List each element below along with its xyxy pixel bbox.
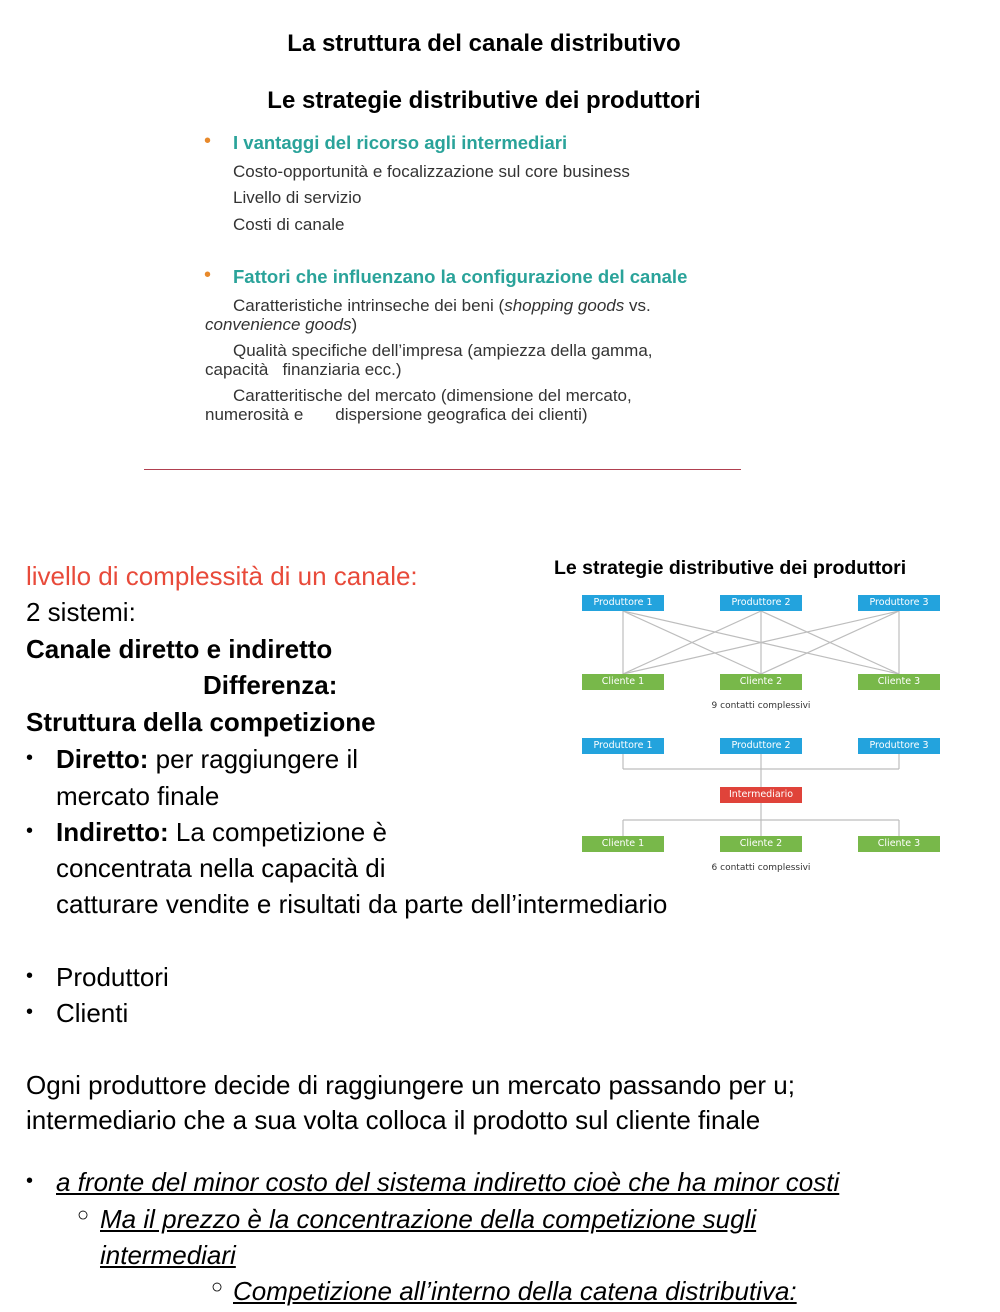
producer-box: Produttore 1	[582, 595, 664, 611]
direct-item-cont: mercato finale	[56, 781, 220, 811]
channels-text: Canale diretto e indiretto	[26, 634, 333, 664]
indirect-item-cont: concentrata nella capacità di	[56, 853, 386, 883]
direct-item: Diretto: per raggiungere il	[56, 744, 359, 774]
paragraph-line: intermediario che a sua volta colloca il prodotto sul cliente finale	[26, 1105, 761, 1135]
section-divider	[144, 469, 741, 470]
competition-structure-text: Struttura della competizione	[26, 707, 376, 737]
indirect-item: Indiretto: La competizione è	[56, 817, 387, 847]
indirect-item-cont: catturare vendite e risultati da parte dell’intermediario	[56, 889, 668, 919]
slide-subtitle: Le strategie distributive dei produttori	[267, 87, 701, 114]
section-heading-advantages: I vantaggi del ricorso agli intermediari	[233, 132, 568, 153]
bullet-icon: •	[26, 820, 34, 842]
client-box: Cliente 1	[582, 836, 664, 852]
difference-text: Differenza:	[203, 670, 338, 700]
factor-item-goods: Caratteristiche intrinseche dei beni (shopping goods vs.	[233, 296, 651, 315]
diagram-title: Le strategie distributive dei produttori	[554, 557, 907, 579]
intermediary-box: Intermediario	[720, 787, 802, 803]
producer-box: Produttore 1	[582, 738, 664, 754]
top-caption: 9 contatti complessivi	[711, 701, 811, 711]
client-box: Cliente 3	[858, 674, 940, 690]
producer-box: Produttore 3	[858, 595, 940, 611]
bullet-icon: •	[26, 1170, 34, 1192]
client-box: Cliente 1	[582, 674, 664, 690]
client-box: Cliente 2	[720, 836, 802, 852]
sub-item-price: Ma il prezzo è la concentrazione della competizione sugli	[100, 1204, 757, 1234]
producer-box: Produttore 2	[720, 738, 802, 754]
bottom-caption: 6 contatti complessivi	[711, 863, 811, 873]
producer-box: Produttore 2	[720, 595, 802, 611]
producer-box: Produttore 3	[858, 738, 940, 754]
client-box: Cliente 2	[720, 674, 802, 690]
list-item: Produttori	[56, 962, 169, 992]
two-systems-text: 2 sistemi:	[26, 597, 136, 627]
distribution-diagram	[548, 553, 948, 878]
paragraph-line: Ogni produttore decide di raggiungere un mercato passando per u;	[26, 1070, 795, 1100]
bullet-icon: •	[204, 130, 212, 152]
circle-bullet-icon: ○	[77, 1204, 90, 1226]
complexity-heading: livello di complessità di un canale:	[26, 561, 418, 591]
bullet-icon: •	[26, 965, 34, 987]
factor-item-company: Qualità specifiche dell’impresa (ampiezza della gamma,	[233, 341, 653, 360]
bullet-icon: •	[26, 1001, 34, 1023]
sub-item-competition: Competizione all’interno della catena distributiva:	[233, 1276, 797, 1306]
sub-item-cost: a fronte del minor costo del sistema indiretto cioè che ha minor costi	[56, 1167, 840, 1197]
sub-item-price-cont: intermediari	[100, 1240, 236, 1270]
list-item: Clienti	[56, 998, 129, 1028]
factor-item-company-cont: capacità finanziaria ecc.)	[205, 360, 402, 379]
bullet-icon: •	[204, 264, 212, 286]
bullet-icon: •	[26, 747, 34, 769]
client-box: Cliente 3	[858, 836, 940, 852]
slide-title: La struttura del canale distributivo	[287, 30, 681, 57]
circle-bullet-icon: ○	[211, 1276, 224, 1298]
factor-item-goods-cont: convenience goods)	[205, 315, 358, 334]
advantage-item: Livello di servizio	[233, 188, 362, 207]
factor-item-market-cont: numerosità e dispersione geografica dei clienti)	[205, 405, 588, 424]
advantage-item: Costo-opportunità e focalizzazione sul core business	[233, 162, 630, 181]
advantage-item: Costi di canale	[233, 215, 345, 234]
factor-item-market: Caratteritische del mercato (dimensione del mercato,	[233, 386, 632, 405]
section-heading-factors: Fattori che influenzano la configurazione del canale	[233, 266, 688, 287]
